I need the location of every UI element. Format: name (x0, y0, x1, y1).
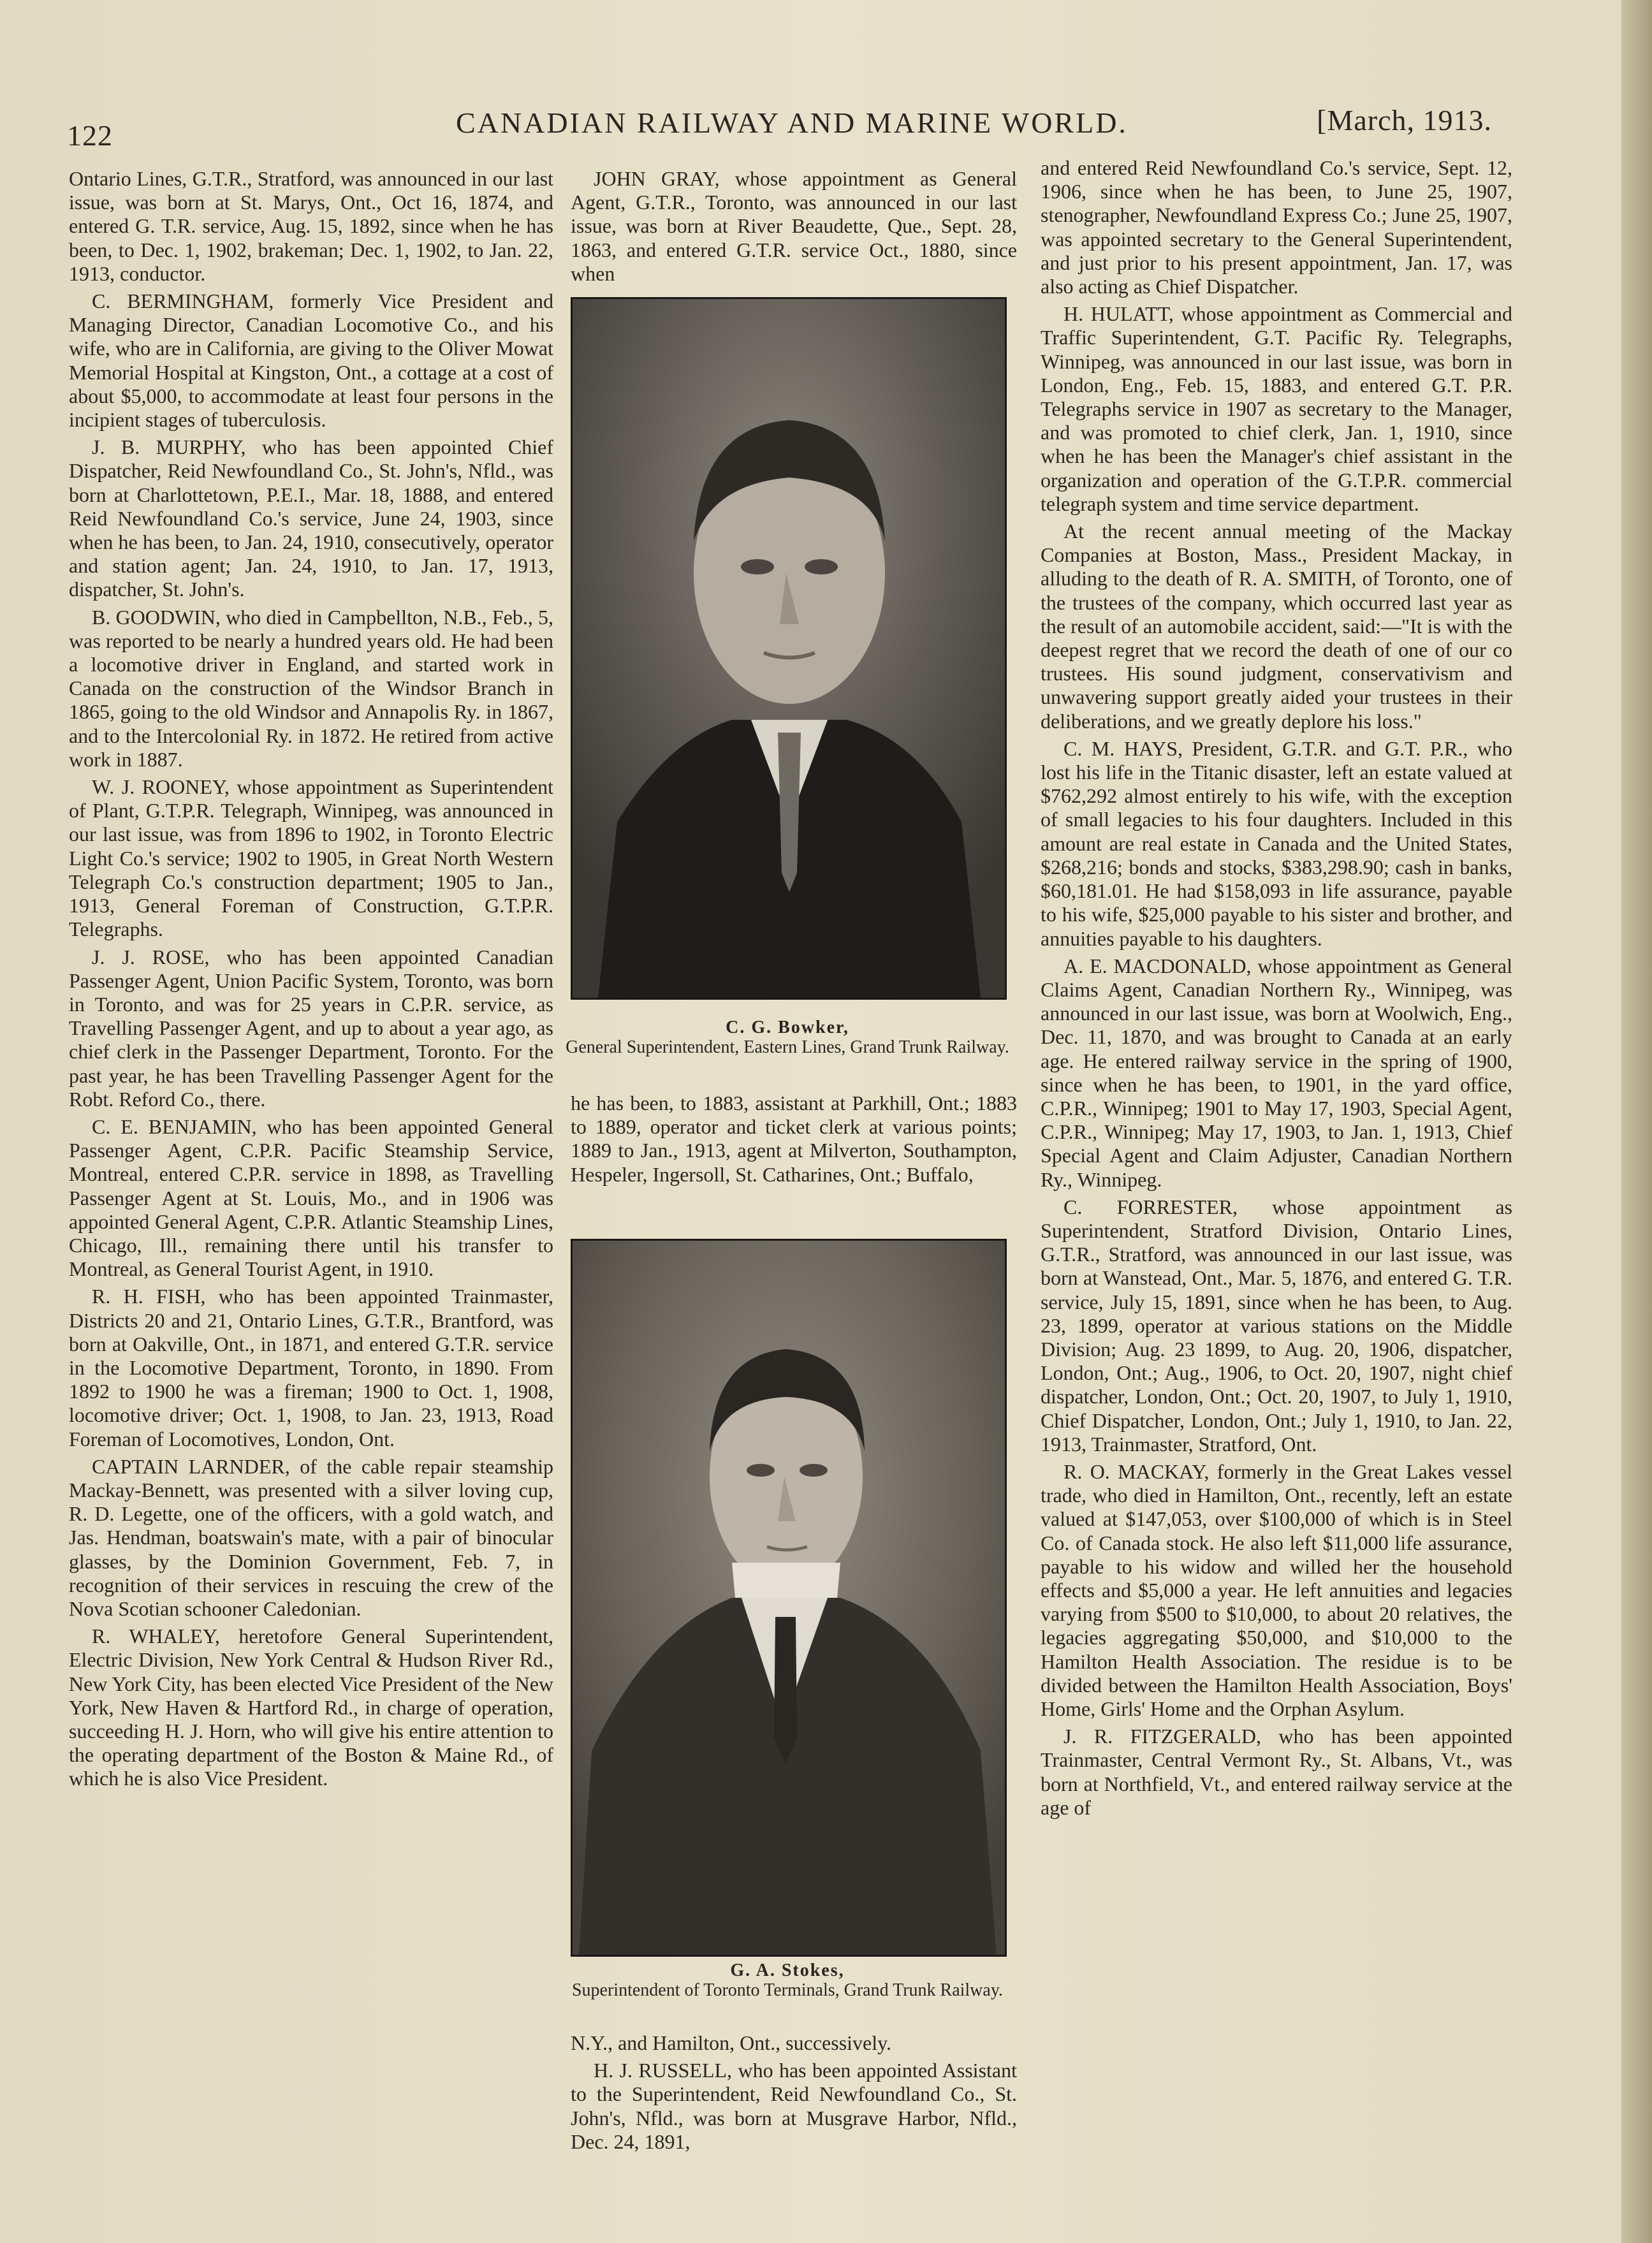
page-header (67, 101, 1492, 152)
column-2-middle (571, 1092, 1017, 1190)
article-paragraph: C. FORRESTER, whose appointment as Superintendent, Stratford Division, Ontario Lines, G.T.R., Stratford, was announced in our last issue, was born at Wanstead, Ont., Mar. 5, 1876, and entered G. T.R. service, July 15, 1891, since when he has been, to Aug. 23, 1899, operator at various stations on the Middle Division; Aug. 23 1899, to Aug. 20, 1906, dispatcher, London, Ont.; Aug., 1906, to Oct. 20, 1907, night chief dispatcher, London, Ont.; Oct. 20, 1907, to July 1, 1910, Chief Dispatcher, London, Ont.; July 1, 1910, to Jan. 22, 1913, Trainmaster, Stratford, Ont. (1041, 1195, 1512, 1456)
caption-name: G. A. Stokes, (730, 1961, 845, 1980)
article-paragraph: and entered Reid Newfoundland Co.'s service, Sept. 12, 1906, since when he has been, to June 25, 1907, stenographer, Newfoundland Express Co.; June 25, 1907, was appointed secretary to the General Superintendent, and just prior to his present appointment, Jan. 17, was also acting as Chief Dispatcher. (1041, 156, 1512, 298)
photo-caption (561, 1018, 1014, 1057)
column-2-top (571, 167, 1017, 289)
article-paragraph: C. E. BENJAMIN, who has been appointed General Passenger Agent, C.P.R. Pacific Steamship Service, Montreal, entered C.P.R. service in 1898, as Travelling Passenger Agent at St. Louis, Mo., and in 1906 was appointed General Agent, C.P.R. Atlantic Steamship Lines, Chicago, Ill., remaining there until his transfer to Montreal, as General Tourist Agent, in 1910. (69, 1114, 553, 1281)
column-2-bottom (571, 2031, 1017, 2158)
article-paragraph: R. O. MACKAY, formerly in the Great Lakes vessel trade, who died in Hamilton, Ont., recently, left an estate valued at $147,053, over $100,000 of which is in Steel Co. of Canada stock. He also left $11,000 life assurance, payable to his widow and willed her the household effects and $5,000 a year. He left annuities and legacies varying from $500 to $10,000, to about 20 relatives, the legacies aggregating $50,000, and $10,000 to the Hamilton Health Association. The residue is to be divided between the Hamilton Health Association, Boys' Home, Girls' Home and the Orphan Asylum. (1041, 1459, 1512, 1720)
article-paragraph: Ontario Lines, G.T.R., Stratford, was announced in our last issue, was born at St. Marys, Ont., Oct 16, 1874, and entered G. T.R. service, Aug. 15, 1892, since when he has been, to Dec. 1, 1902, brakeman; Dec. 1, 1902, to Jan. 22, 1913, conductor. (69, 167, 553, 285)
issue-date: [March, 1913. (1317, 104, 1492, 136)
article-paragraph: H. HULATT, whose appointment as Commercial and Traffic Superintendent, G.T. Pacific Ry. Telegraphs, Winnipeg, was announced in our last issue, was born in London, Eng., Feb. 15, 1883, and entered G.T. P.R. Telegraphs service in 1907 as secretary to the Manager, and was promoted to chief clerk, Jan. 1, 1910, since when he has been the Manager's chief assistant in the organization and operation of the G.T.P.R. commercial telegraph system and time service department. (1041, 302, 1512, 515)
article-paragraph: At the recent annual meeting of the Mackay Companies at Boston, Mass., President Mackay, in alluding to the death of R. A. SMITH, of Toronto, one of the trustees of the company, which occurred last year as the result of an automobile accident, said:—"It is with the deepest regret that we record the death of one of our co trustees. His sound judgment, conservativism and unwavering support greatly aided your trustees in their deliberations, and we greatly deplore his loss." (1041, 520, 1512, 733)
column-3 (1041, 156, 1512, 2158)
page-binding-edge (1621, 0, 1652, 2243)
publication-title: CANADIAN RAILWAY AND MARINE WORLD. (456, 106, 1128, 139)
article-paragraph: JOHN GRAY, whose appointment as General Agent, G.T.R., Toronto, was announced in our last issue, was born at River Beaudette, Que., Sept. 28, 1863, and entered G.T.R. service Oct., 1880, since when (571, 167, 1017, 285)
caption-name: C. G. Bowker, (726, 1018, 849, 1037)
article-paragraph: J. J. ROSE, who has been appointed Canadian Passenger Agent, Union Pacific System, Toronto, was born in Toronto, and was for 25 years in C.P.R. service, as Travelling Passenger Agent, and up to about a year ago, as chief clerk in the Passenger Department, Toronto. For the past year, he has been Travelling Passenger Agent for the Robt. Reford Co., there. (69, 945, 553, 1111)
caption-title: General Superintendent, Eastern Lines, Grand Trunk Railway. (566, 1037, 1009, 1057)
caption-title: Superintendent of Toronto Terminals, Grand Trunk Railway. (571, 1980, 1004, 2000)
article-paragraph: R. H. FISH, who has been appointed Trainmaster, Districts 20 and 21, Ontario Lines, G.T.R., Brantford, was born at Oakville, Ont., in 1871, and entered G.T.R. service in the Locomotive Department, Toronto, in 1890. From 1892 to 1900 he was a fireman; 1900 to Oct. 1, 1908, locomotive driver; Oct. 1, 1908, to Jan. 23, 1913, Road Foreman of Locomotives, London, Ont. (69, 1285, 553, 1450)
article-paragraph: B. GOODWIN, who died in Campbellton, N.B., Feb., 5, was reported to be nearly a hundred years old. He had been a locomotive driver in England, and started work in Canada on the construction of the Windsor Branch in 1865, going to the old Windsor and Annapolis Ry. in 1867, and to the Intercolonial Ry. in 1872. He retired from active work in 1887. (69, 605, 553, 771)
column-1 (69, 167, 553, 2169)
article-paragraph: J. R. FITZGERALD, who has been appointed Trainmaster, Central Vermont Ry., St. Albans, Vt., was born at Northfield, Vt., and entered railway service at the age of (1041, 1725, 1512, 1819)
article-paragraph: R. WHALEY, heretofore General Superintendent, Electric Division, New York Central & Hudson River Rd., New York City, has been elected Vice President of the New York, New Haven & Hartford Rd., in charge of operation, succeeding H. J. Horn, who will give his entire attention to the operating department of the Boston & Maine Rd., of which he is also Vice President. (69, 1625, 553, 1790)
article-paragraph: C. BERMINGHAM, formerly Vice President and Managing Director, Canadian Locomotive Co., and his wife, who are in California, are giving to the Oliver Mowat Memorial Hospital at Kingston, Ont., a cottage at a cost of about $5,000, to accommodate at least four persons in the incipient stages of tuberculosis. (69, 289, 553, 432)
article-paragraph: CAPTAIN LARNDER, of the cable repair steamship Mackay-Bennett, was presented with a silver loving cup, R. D. Legette, one of the officers, with a gold watch, and Jas. Hendman, boatswain's mate, with a pair of binocular glasses, by the Dominion Government, Feb. 7, in recognition of their services in rescuing the crew of the Nova Scotian schooner Caledonian. (69, 1454, 553, 1620)
article-paragraph: A. E. MACDONALD, whose appointment as General Claims Agent, Canadian Northern Ry., Winnipeg, was announced in our last issue, was born at Woolwich, Eng., Dec. 11, 1870, and was brought to Canada at an early age. He entered railway service in the spring of 1900, since when he has been, to 1901, in the yard office, C.P.R., Winnipeg; 1901 to May 17, 1903, Special Agent, C.P.R., Winnipeg; May 17, 1903, to Jan. 1, 1913, Chief Special Agent and Claim Adjuster, Canadian Northern Ry., Winnipeg. (1041, 954, 1512, 1191)
portrait-photo-stokes (571, 1239, 1007, 1957)
page-number: 122 (67, 119, 113, 152)
article-paragraph: he has been, to 1883, assistant at Parkhill, Ont.; 1883 to 1889, operator and ticket clerk at various points; 1889 to Jan., 1913, agent at Milverton, Southampton, Hespeler, Ingersoll, St. Catharines, Ont.; Buffalo, (571, 1092, 1017, 1186)
article-paragraph: C. M. HAYS, President, G.T.R. and G.T. P.R., who lost his life in the Titanic disaster, left an estate valued at $762,292 almost entirely to his wife, with the exception of small legacies to his four daughters. Included in this amount are real estate in Canada and the United States, $268,216; bonds and stocks, $383,298.90; cash in banks, $60,181.01. He had $158,093 in life assurance, payable to his wife, $25,000 payable to his sister and brother, and annuities payable to his daughters. (1041, 736, 1512, 950)
article-paragraph: H. J. RUSSELL, who has been appointed Assistant to the Superintendent, Reid Newfoundland Co., St. John's, Nfld., was born at Musgrave Harbor, Nfld., Dec. 24, 1891, (571, 2059, 1017, 2153)
portrait-image (573, 1241, 1005, 1955)
article-paragraph: N.Y., and Hamilton, Ont., successively. (571, 2031, 892, 2054)
portrait-image (573, 299, 1005, 998)
portrait-photo-bowker (571, 297, 1007, 1000)
photo-caption (561, 1961, 1014, 2000)
article-paragraph: W. J. ROONEY, whose appointment as Superintendent of Plant, G.T.P.R. Telegraph, Winnipeg, was announced in our last issue, was from 1896 to 1902, in Toronto Electric Light Co.'s service; 1902 to 1905, in Great North Western Telegraph Co.'s construction department; 1905 to Jan., 1913, General Foreman of Construction, G.T.P.R. Telegraphs. (69, 775, 553, 941)
article-paragraph: J. B. MURPHY, who has been appointed Chief Dispatcher, Reid Newfoundland Co., St. John's, Nfld., was born at Charlottetown, P.E.I., Mar. 18, 1888, and entered Reid Newfoundland Co.'s service, June 24, 1903, since when he has been, to Jan. 24, 1910, consecutively, operator and station agent; Jan. 24, 1910, to Jan. 17, 1913, dispatcher, St. John's. (69, 435, 553, 601)
